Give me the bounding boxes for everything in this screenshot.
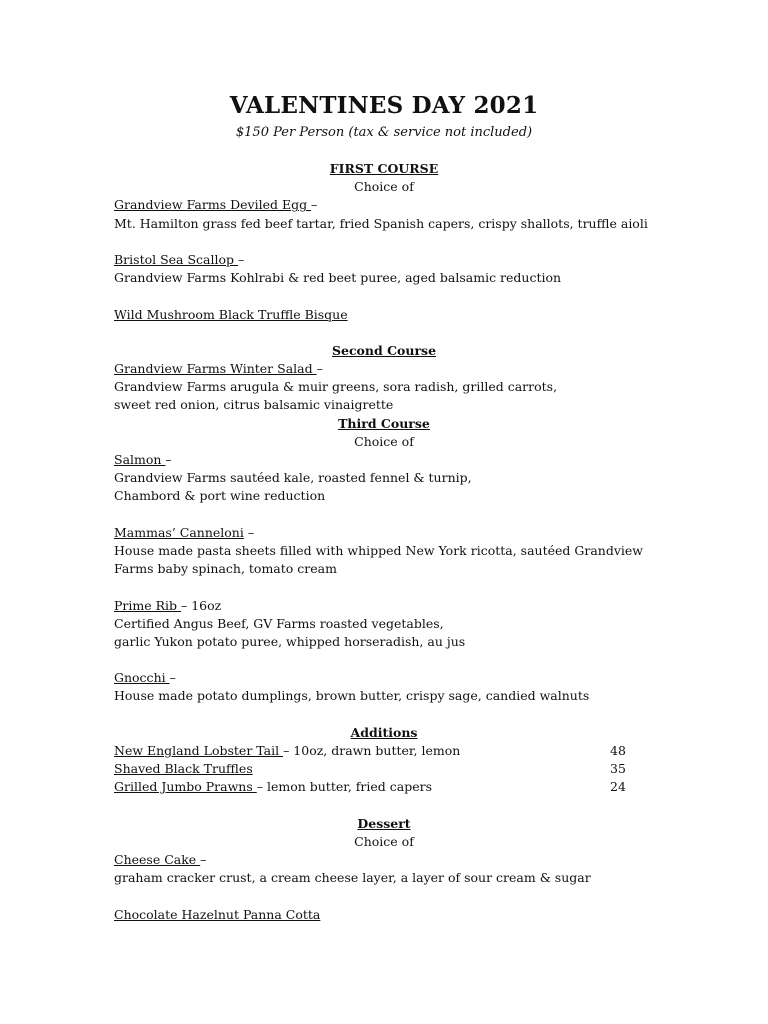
item-name: Mammas’ Canneloni bbox=[114, 524, 244, 540]
item-dash: – bbox=[200, 852, 207, 868]
menu-item-title bbox=[114, 251, 644, 269]
menu-item-title bbox=[114, 306, 644, 324]
item-name: Salmon bbox=[114, 452, 166, 467]
item-name: Bristol Sea Scallop bbox=[114, 251, 238, 267]
item-description: sweet red onion, citrus balsamic vinaigrette bbox=[114, 397, 394, 413]
item-dash: – bbox=[311, 197, 318, 213]
item-description: House made pasta sheets filled with whipped New York ricotta, sautéed Grandview bbox=[114, 542, 644, 558]
item-name: Grandview Farms Winter Salad bbox=[114, 361, 317, 377]
page-title: VALENTINES DAY 2021 bbox=[229, 92, 539, 119]
item-name: Cheese Cake bbox=[114, 852, 201, 868]
item-name: New England Lobster Tail bbox=[114, 743, 284, 758]
item-detail: – lemon butter, fried capers bbox=[256, 779, 432, 795]
first-course-choice: Choice of bbox=[354, 179, 414, 195]
dessert-heading: Dessert bbox=[357, 815, 411, 831]
menu-item-title bbox=[114, 196, 644, 214]
additions-heading: Additions bbox=[350, 724, 418, 740]
item-description: Grandview Farms Kohlrabi & red beet puree, aged balsamic reduction bbox=[114, 270, 562, 286]
item-description: Farms baby spinach, tomato cream bbox=[114, 561, 337, 577]
menu-item-title bbox=[114, 851, 644, 869]
second-course-heading: Second Course bbox=[331, 342, 437, 358]
item-dash: – bbox=[238, 251, 245, 267]
menu-body bbox=[114, 160, 648, 924]
item-price: 35 bbox=[610, 761, 626, 777]
item-price: 24 bbox=[610, 779, 626, 795]
item-description: garlic Yukon potato puree, whipped horseradish, au jus bbox=[114, 633, 466, 649]
item-dash: – bbox=[165, 452, 172, 467]
item-price: 48 bbox=[610, 743, 626, 758]
addition-row bbox=[114, 760, 644, 778]
first-course-heading: FIRST COURSE bbox=[329, 161, 439, 176]
item-description: Grandview Farms arugula & muir greens, sora radish, grilled carrots, bbox=[114, 379, 558, 395]
item-description: Mt. Hamilton grass fed beef tartar, fried Spanish capers, crispy shallots, truffle aioli bbox=[114, 215, 648, 231]
item-name: Shaved Black Truffles bbox=[114, 761, 253, 777]
item-description: House made potato dumplings, brown butter, crispy sage, candied walnuts bbox=[114, 688, 590, 704]
menu-item-title bbox=[114, 906, 644, 924]
item-description: graham cracker crust, a cream cheese layer, a layer of sour cream & sugar bbox=[114, 870, 591, 886]
third-course-heading: Third Course bbox=[338, 415, 430, 431]
item-description: Grandview Farms sautéed kale, roasted fennel & turnip, bbox=[114, 470, 472, 486]
item-dash: – bbox=[169, 670, 176, 686]
third-course-choice: Choice of bbox=[354, 433, 414, 449]
menu-item-title bbox=[114, 524, 644, 542]
item-name: Wild Mushroom Black Truffle Bisque bbox=[114, 306, 348, 322]
item-name: Prime Rib bbox=[114, 597, 181, 613]
item-name: Chocolate Hazelnut Panna Cotta bbox=[114, 906, 321, 922]
addition-row bbox=[114, 778, 644, 796]
menu-item-title bbox=[114, 451, 644, 469]
item-name: Grilled Jumbo Prawns bbox=[114, 779, 257, 795]
item-description: Certified Angus Beef, GV Farms roasted vegetables, bbox=[114, 615, 444, 631]
item-description: Chambord & port wine reduction bbox=[114, 488, 326, 504]
item-name: Grandview Farms Deviled Egg bbox=[114, 197, 312, 213]
item-dash: – bbox=[316, 361, 323, 377]
item-name: Gnocchi bbox=[114, 670, 170, 686]
menu-item-title bbox=[114, 360, 644, 378]
item-dash: – bbox=[243, 524, 255, 540]
dessert-choice: Choice of bbox=[354, 833, 414, 849]
menu-item-title bbox=[114, 597, 644, 615]
item-dash: – 16oz bbox=[181, 597, 222, 613]
menu-item-title bbox=[114, 669, 644, 687]
addition-row bbox=[114, 742, 644, 760]
item-detail: – 10oz, drawn butter, lemon bbox=[283, 743, 461, 758]
price-subtitle: $150 Per Person (tax & service not included) bbox=[235, 125, 533, 140]
